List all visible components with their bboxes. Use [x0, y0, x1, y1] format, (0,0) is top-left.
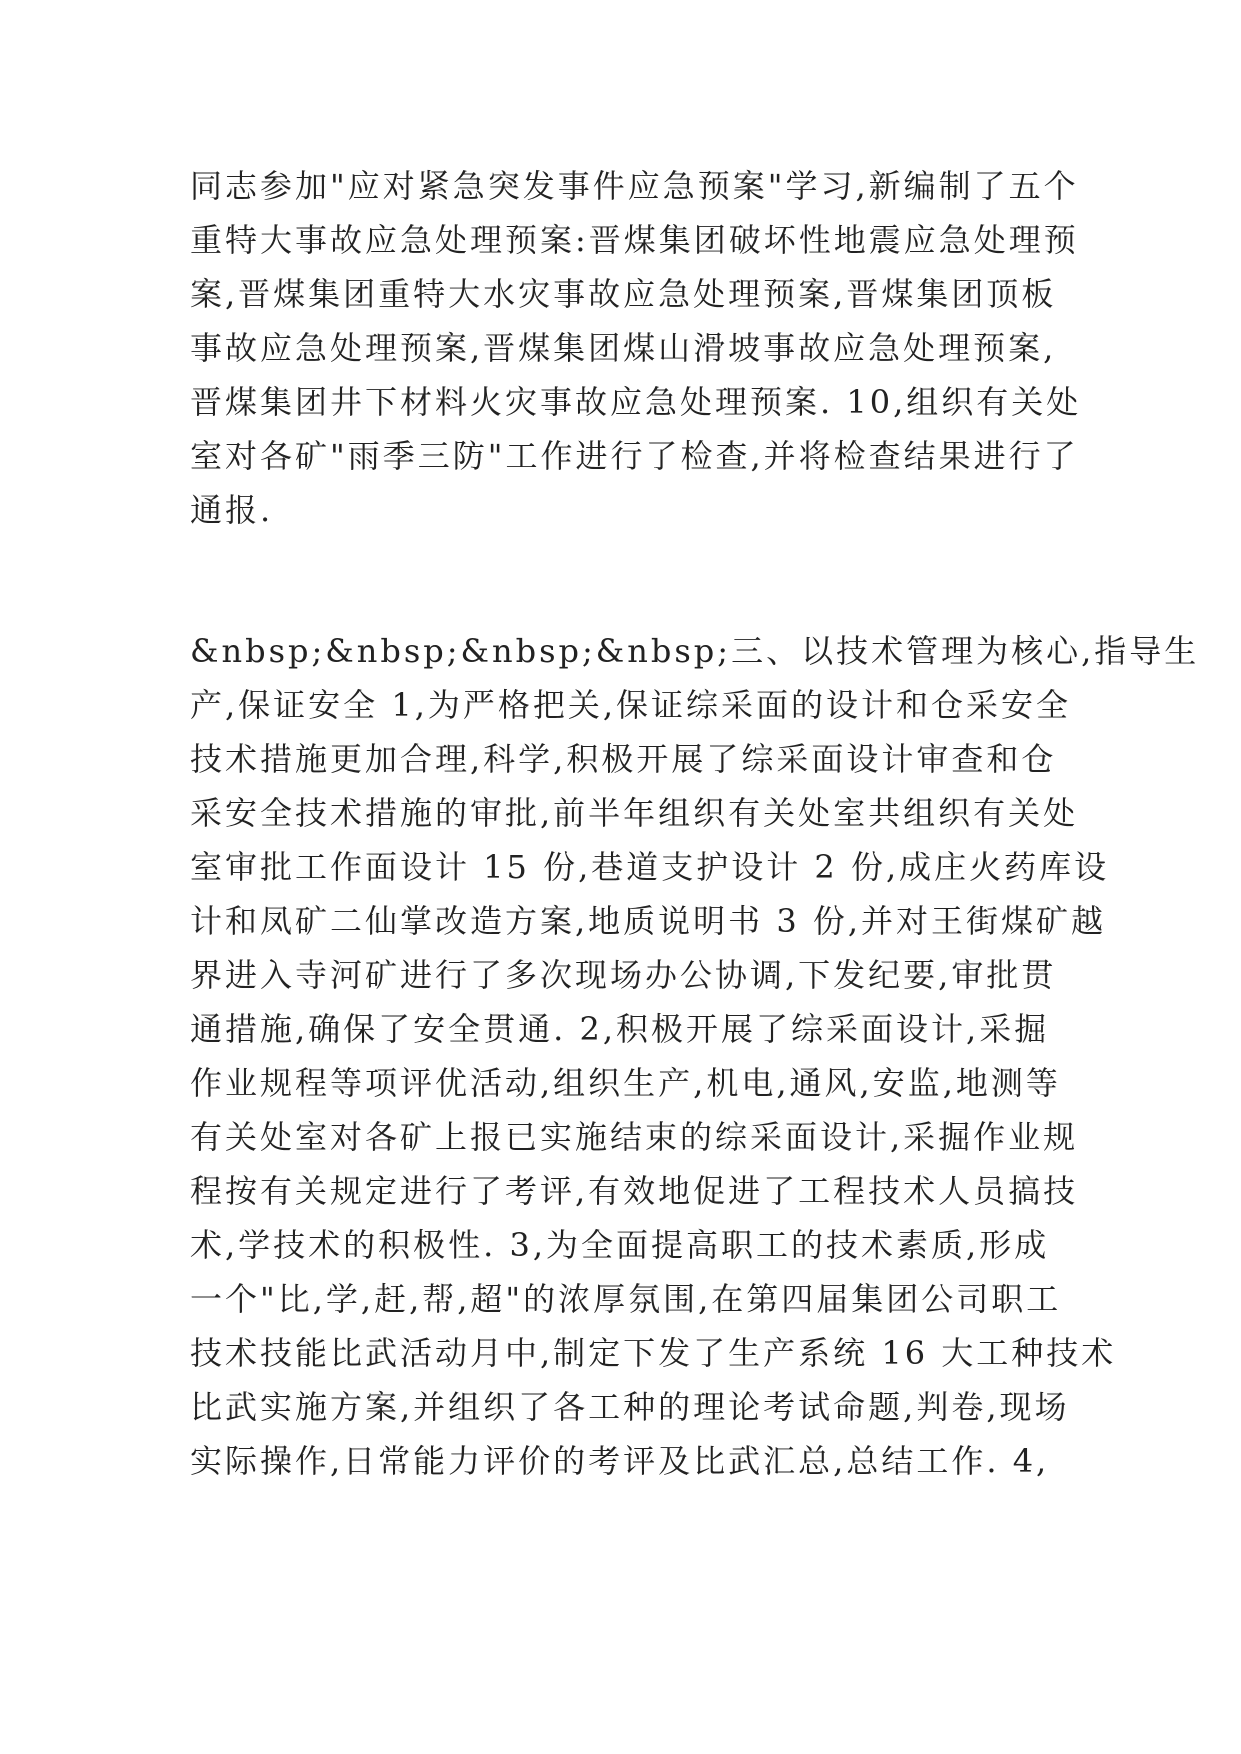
text-line: 室审批工作面设计 15 份,巷道支护设计 2 份,成庄火药库设 — [190, 848, 1110, 886]
text-line: 产,保证安全 1,为严格把关,保证综采面的设计和仓采安全 — [190, 686, 1072, 724]
text-line: 一个"比,学,赶,帮,超"的浓厚氛围,在第四届集团公司职工 — [190, 1280, 1062, 1318]
text-line: &nbsp;&nbsp;&nbsp;&nbsp;三、以技术管理为核心,指导生 — [190, 632, 1200, 670]
text-line: 计和凤矿二仙掌改造方案,地质说明书 3 份,并对王街煤矿越 — [190, 902, 1107, 940]
paragraph — [190, 159, 1082, 537]
text-line: 术,学技术的积极性. 3,为全面提高职工的技术素质,形成 — [190, 1226, 1050, 1264]
text-line: 有关处室对各矿上报已实施结束的综采面设计,采掘作业规 — [190, 1118, 1079, 1156]
text-line: 通报. — [190, 491, 274, 529]
text-line: 事故应急处理预案,晋煤集团煤山滑坡事故应急处理预案, — [190, 329, 1057, 367]
text-line: 比武实施方案,并组织了各工种的理论考试命题,判卷,现场 — [190, 1388, 1070, 1426]
text-line: 通措施,确保了安全贯通. 2,积极开展了综采面设计,采掘 — [190, 1010, 1050, 1048]
text-line: 技术措施更加合理,科学,积极开展了综采面设计审查和仓 — [190, 740, 1057, 778]
text-line: 案,晋煤集团重特大水灾事故应急处理预案,晋煤集团顶板 — [190, 275, 1057, 313]
text-line: 采安全技术措施的审批,前半年组织有关处室共组织有关处 — [190, 794, 1079, 832]
text-line: 重特大事故应急处理预案:晋煤集团破坏性地震应急处理预 — [190, 221, 1079, 259]
text-line: 程按有关规定进行了考评,有效地促进了工程技术人员搞技 — [190, 1172, 1079, 1210]
text-line: 晋煤集团井下材料火灾事故应急处理预案. 10,组织有关处 — [190, 383, 1082, 421]
text-line: 作业规程等项评优活动,组织生产,机电,通风,安监,地测等 — [190, 1064, 1061, 1102]
text-line: 技术技能比武活动月中,制定下发了生产系统 16 大工种技术 — [190, 1334, 1117, 1372]
text-line: 界进入寺河矿进行了多次现场办公协调,下发纪要,审批贯 — [190, 956, 1057, 994]
text-line: 实际操作,日常能力评价的考评及比武汇总,总结工作. 4, — [190, 1442, 1050, 1480]
paragraph — [190, 624, 1200, 1488]
text-line: 室对各矿"雨季三防"工作进行了检查,并将检查结果进行了 — [190, 437, 1079, 475]
text-line: 同志参加"应对紧急突发事件应急预案"学习,新编制了五个 — [190, 167, 1079, 205]
